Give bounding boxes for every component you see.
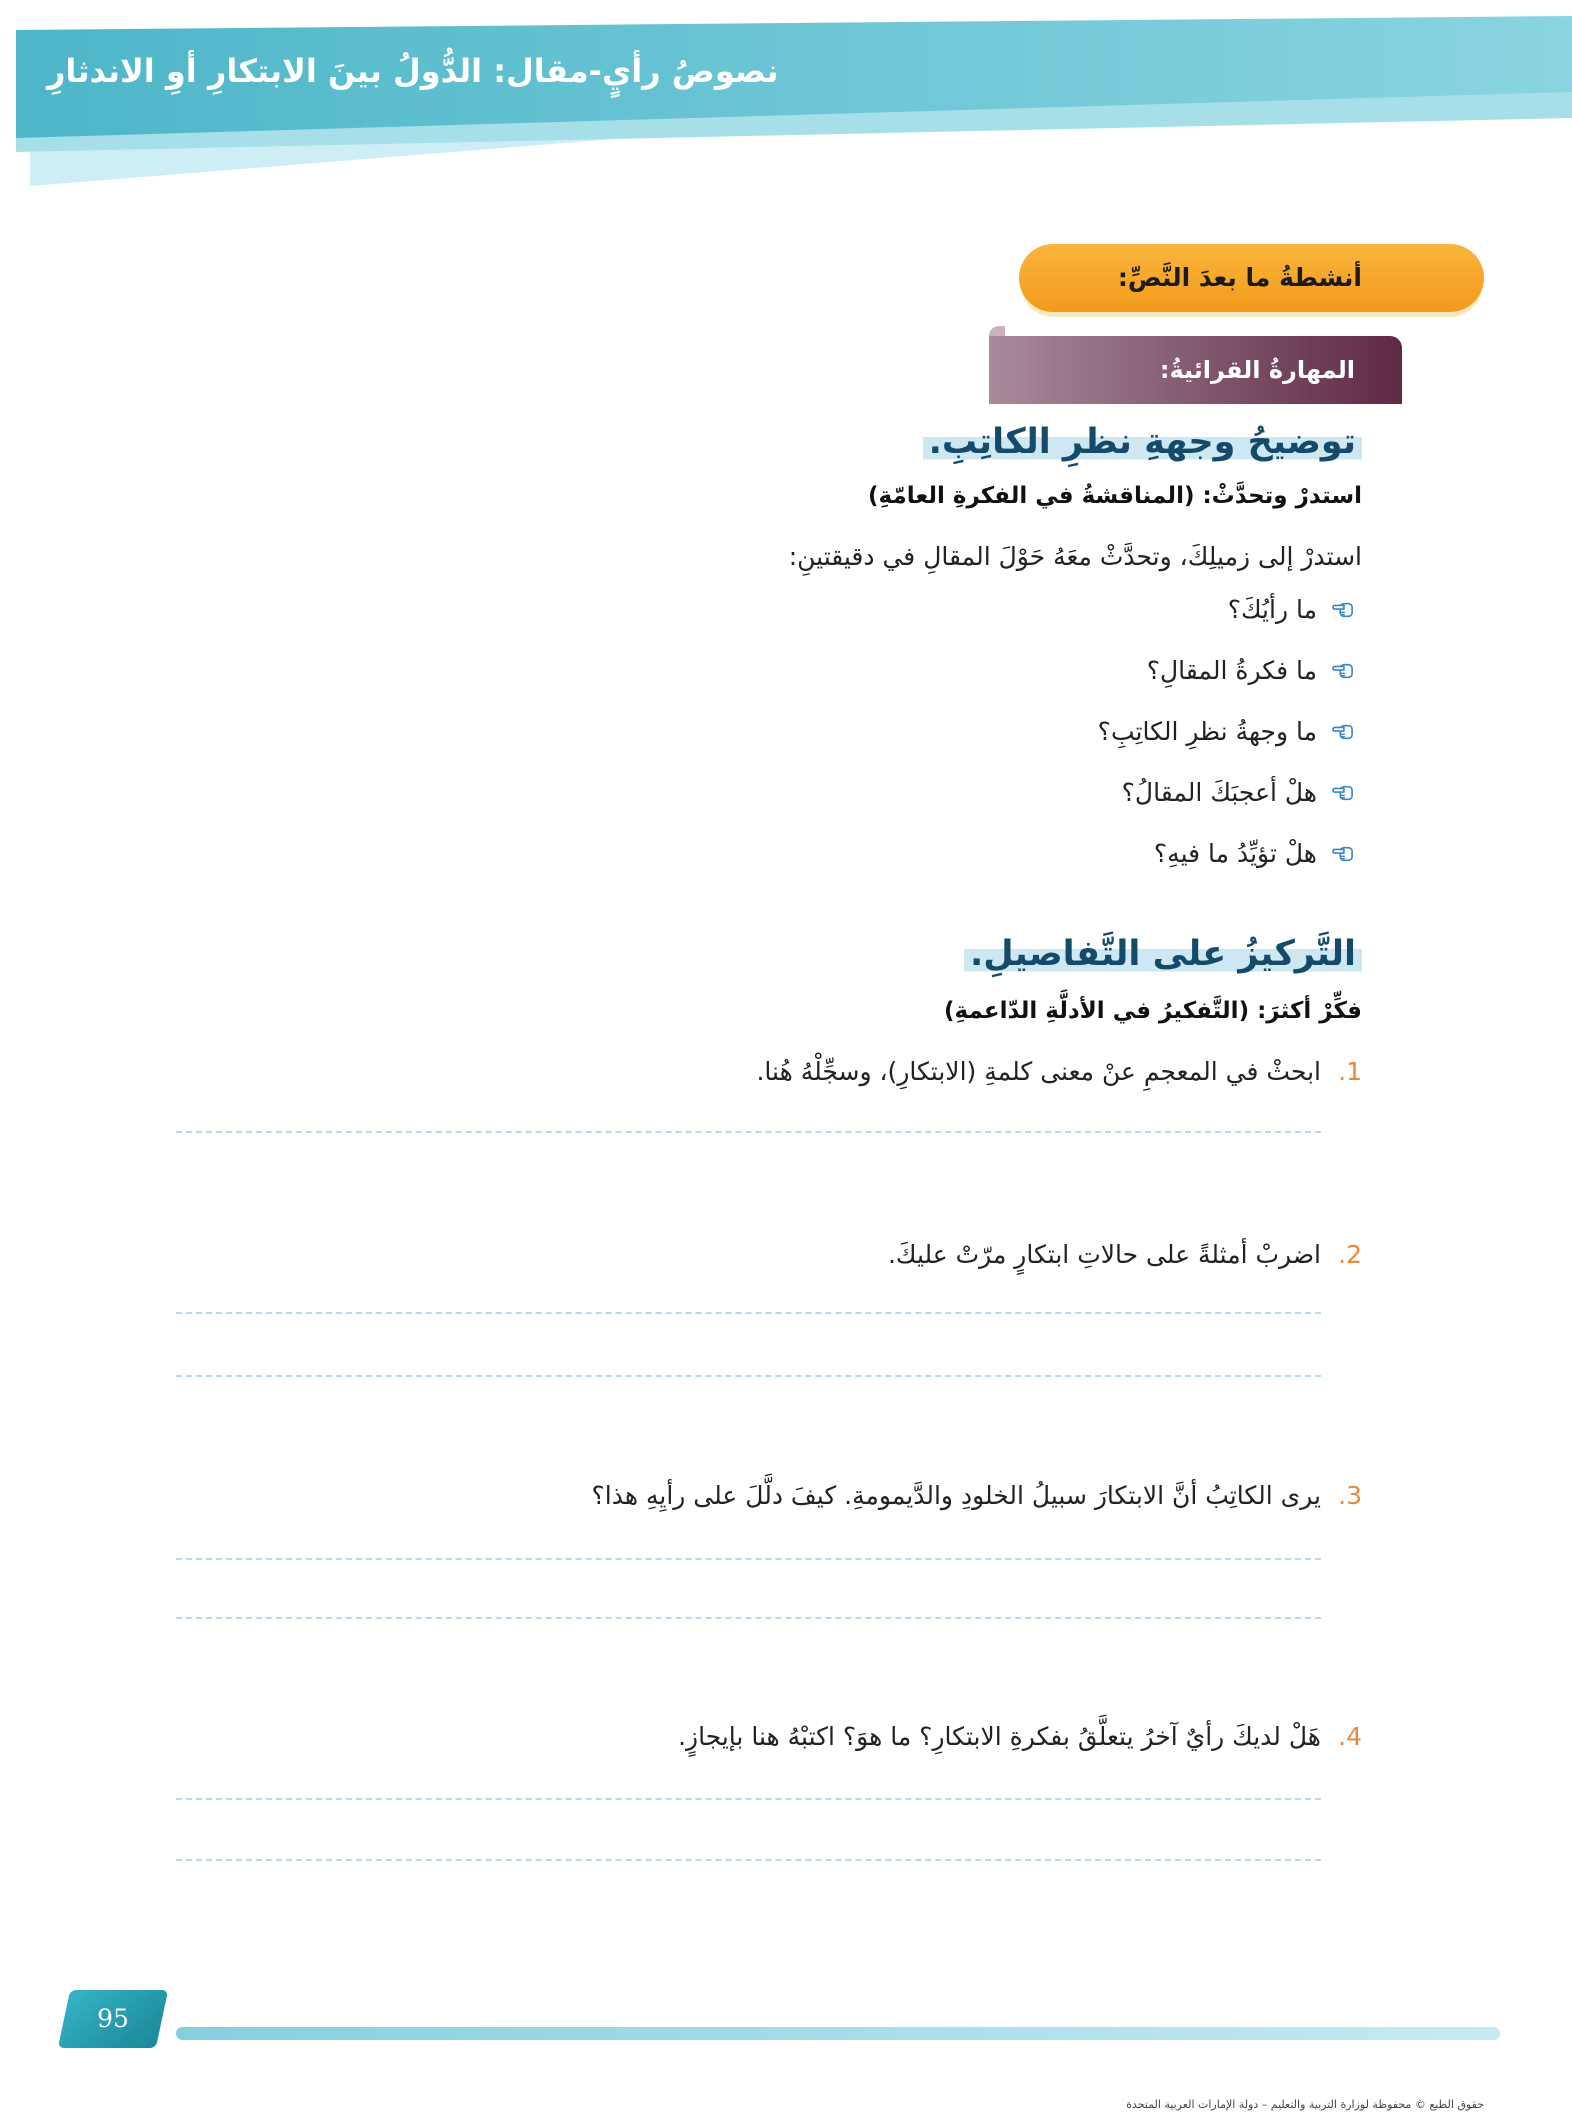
question-item xyxy=(888,1235,1362,1275)
pointing-hand-icon xyxy=(1331,712,1355,752)
discussion-question xyxy=(1098,834,1355,895)
activities-banner xyxy=(1019,244,1484,312)
question-item xyxy=(678,1717,1362,1757)
skill-banner xyxy=(989,336,1402,404)
answer-line xyxy=(176,1558,1321,1560)
section2-heading-wrap xyxy=(964,930,1362,978)
pointing-hand-icon xyxy=(1331,651,1355,691)
pointing-hand-icon xyxy=(1331,834,1355,874)
question-number: 1. xyxy=(1338,1057,1362,1086)
chapter-title: نصوصُ رأيٍ-مقال: الدُّولُ بينَ الابتكارِ أوِ الاندثارِ xyxy=(47,52,779,90)
answer-line xyxy=(176,1617,1321,1619)
section2-heading: التَّركيزُ على التَّفاصيلِ. xyxy=(964,934,1362,974)
page-number-tab xyxy=(58,1990,168,2048)
discussion-question-text: ما رأيُكَ؟ xyxy=(1227,595,1317,624)
discussion-question xyxy=(1098,712,1355,773)
pointing-hand-icon xyxy=(1331,590,1355,630)
copyright-notice: حقوق الطبع © محفوظة لوزارة التربية والتعليم – دولة الإمارات العربية المتحدة xyxy=(1126,2098,1484,2111)
skill-banner-label: المهارةُ القرائيةُ: xyxy=(1159,356,1355,384)
answer-line xyxy=(176,1375,1321,1377)
header-banner-graphic xyxy=(0,0,1572,200)
question-text: يرى الكاتِبُ أنَّ الابتكارَ سبيلُ الخلودِ والدَّيمومةِ. كيفَ دلَّلَ على رأيِهِ هذا؟ xyxy=(591,1481,1321,1510)
chapter-header xyxy=(0,0,1572,200)
discussion-question-text: ما وجهةُ نظرِ الكاتِبِ؟ xyxy=(1097,717,1317,746)
question-text: اضربْ أمثلةً على حالاتِ ابتكارٍ مرّتْ عليكَ. xyxy=(887,1240,1321,1269)
discussion-question-text: ما فكرةُ المقالِ؟ xyxy=(1146,656,1317,685)
discussion-questions xyxy=(1098,590,1355,895)
answer-line xyxy=(176,1798,1321,1800)
question-number: 3. xyxy=(1338,1481,1362,1510)
discussion-question xyxy=(1098,590,1355,651)
section1-heading: توضيحُ وجهةِ نظرِ الكاتِبِ. xyxy=(923,422,1362,462)
section2-subheading: فكِّرْ أكثرَ: (التَّفكيرُ في الأدلَّةِ الدّاعمةِ) xyxy=(944,998,1362,1024)
question-text: هَلْ لديكَ رأيٌ آخرُ يتعلَّقُ بفكرةِ الابتكارِ؟ ما هوَ؟ اكتبْهُ هنا بإيجازٍ. xyxy=(678,1722,1321,1751)
section1-intro: استدرْ إلى زميلِكَ، وتحدَّثْ معَهُ حَوْلَ المقالِ في دقيقتينِ: xyxy=(788,542,1362,571)
answer-line xyxy=(176,1859,1321,1861)
pointing-hand-icon xyxy=(1331,773,1355,813)
footer-bar xyxy=(176,2027,1500,2040)
question-number: 2. xyxy=(1338,1240,1362,1269)
discussion-question-text: هلْ أعجبَكَ المقالُ؟ xyxy=(1121,778,1317,807)
question-item xyxy=(756,1052,1362,1092)
question-number: 4. xyxy=(1338,1722,1362,1751)
section1-heading-wrap xyxy=(923,418,1362,466)
discussion-question xyxy=(1098,651,1355,712)
activities-banner-label: أنشطةُ ما بعدَ النَّصِّ: xyxy=(1117,263,1362,292)
section1-subheading: استدرْ وتحدَّثْ: (المناقشةُ في الفكرةِ العامّةِ) xyxy=(868,483,1362,509)
question-item xyxy=(592,1476,1363,1516)
answer-line xyxy=(176,1312,1321,1314)
answer-line xyxy=(176,1131,1321,1133)
page-number: 95 xyxy=(97,2004,129,2033)
discussion-question-text: هلْ تؤيِّدُ ما فيهِ؟ xyxy=(1153,839,1317,868)
question-text: ابحثْ في المعجمِ عنْ معنى كلمةِ (الابتكارِ)، وسجِّلْهُ هُنا. xyxy=(756,1057,1321,1086)
discussion-question xyxy=(1098,773,1355,834)
